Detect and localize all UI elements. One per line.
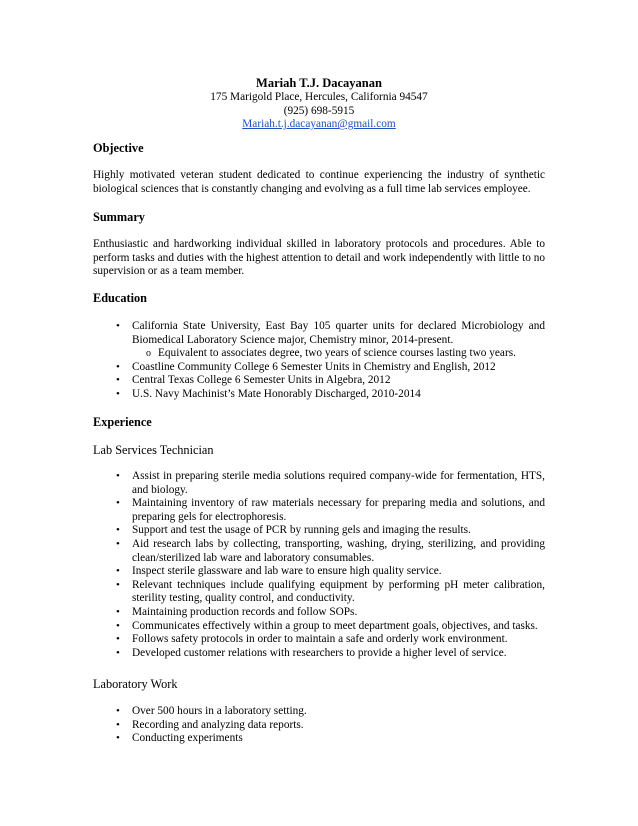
list-item: • Support and test the usage of PCR by running gels and imaging the results. bbox=[116, 524, 545, 538]
list-item: • Assist in preparing sterile media solutions required company-wide for fermentation, HTS, and biology. bbox=[116, 470, 545, 497]
list-item: • Aid research labs by collecting, transporting, washing, drying, sterilizing, and providing clean/sterilized lab ware and laboratory consumables. bbox=[116, 538, 545, 565]
list-item: • Coastline Community College 6 Semester Units in Chemistry and English, 2012 bbox=[116, 361, 545, 375]
list-item: • Over 500 hours in a laboratory setting. bbox=[116, 705, 545, 719]
objective-heading: Objective bbox=[93, 141, 144, 155]
laboratory-work-list bbox=[116, 705, 545, 746]
list-subitem: o Equivalent to associates degree, two years of science courses lasting two years. bbox=[116, 347, 545, 361]
lab-services-list bbox=[116, 470, 545, 660]
summary-heading: Summary bbox=[93, 210, 145, 224]
list-item: • Relevant techniques include qualifying equipment by performing pH meter calibration, sterility testing, quality control, and conductivity. bbox=[116, 579, 545, 606]
list-item: • Communicates effectively within a group to meet department goals, objectives, and tasks. bbox=[116, 620, 545, 634]
education-list bbox=[116, 320, 545, 402]
job-title-lab-services: Lab Services Technician bbox=[93, 443, 214, 457]
list-item: • California State University, East Bay 105 quarter units for declared Microbiology and Biomedical Laboratory Science major, Chemistry minor, 2014-present. bbox=[116, 320, 545, 347]
list-item: • Follows safety protocols in order to maintain a safe and orderly work environment. bbox=[116, 633, 545, 647]
job-title-laboratory-work: Laboratory Work bbox=[93, 677, 178, 691]
list-item: • Conducting experiments bbox=[116, 732, 545, 746]
summary-text: Enthusiastic and hardworking individual skilled in laboratory protocols and procedures. Able to perform tasks and duties with the highest attention to detail and work independently with little to no supervision or as a team member. bbox=[93, 238, 545, 278]
phone: (925) 698-5915 bbox=[283, 104, 355, 117]
list-item: • U.S. Navy Machinist’s Mate Honorably Discharged, 2010-2014 bbox=[116, 388, 545, 402]
list-item: • Maintaining production records and follow SOPs. bbox=[116, 606, 545, 620]
list-item: • Maintaining inventory of raw materials necessary for preparing media and solutions, and preparing gels for electrophoresis. bbox=[116, 497, 545, 524]
list-item: • Recording and analyzing data reports. bbox=[116, 719, 545, 733]
applicant-name: Mariah T.J. Dacayanan bbox=[256, 76, 382, 90]
email-link[interactable]: Mariah.t.j.dacayanan@gmail.com bbox=[242, 118, 396, 131]
resume-header bbox=[0, 76, 638, 132]
list-item: • Inspect sterile glassware and lab ware to ensure high quality service. bbox=[116, 565, 545, 579]
education-heading: Education bbox=[93, 291, 147, 305]
experience-heading: Experience bbox=[93, 415, 152, 429]
address: 175 Marigold Place, Hercules, California 94547 bbox=[210, 91, 428, 103]
list-item: • Central Texas College 6 Semester Units in Algebra, 2012 bbox=[116, 374, 545, 388]
objective-text: Highly motivated veteran student dedicated to continue experiencing the industry of synthetic biological sciences that is constantly changing and evolving as a full time lab services employee. bbox=[93, 169, 545, 195]
list-item: • Developed customer relations with researchers to provide a higher level of service. bbox=[116, 647, 545, 661]
